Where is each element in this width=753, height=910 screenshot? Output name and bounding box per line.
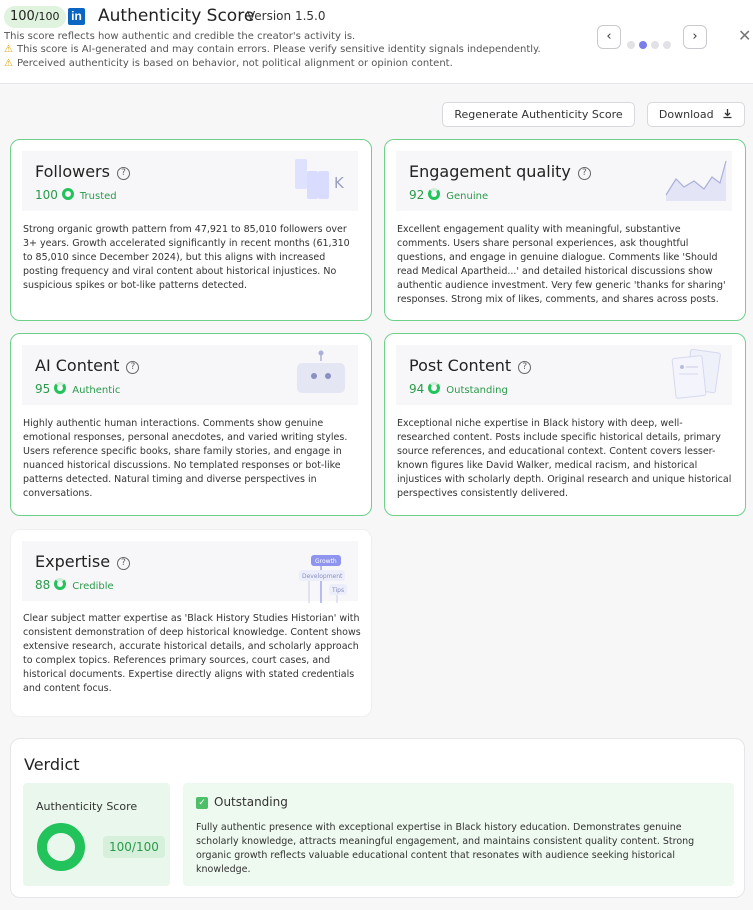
card-title-text: AI Content (35, 356, 120, 375)
score-label: Credible (72, 581, 114, 592)
score-label: Genuine (446, 191, 489, 202)
score-label: Authenticity Score (36, 800, 138, 813)
score-line (35, 382, 120, 396)
card-title (35, 162, 130, 181)
card-title-text: Expertise (35, 552, 111, 571)
linkedin-icon: in (68, 8, 85, 25)
ai-content-card (10, 333, 372, 516)
warning-message (4, 44, 541, 55)
warning-text: Perceived authenticity is based on behavior, not political alignment or opinion content. (16, 58, 453, 69)
authenticity-score-box (23, 783, 170, 886)
score-donut (37, 823, 85, 871)
followers-card (10, 139, 372, 321)
engagement-card (384, 139, 746, 321)
next-button[interactable] (683, 25, 707, 49)
warning-message (4, 58, 453, 69)
check-icon: ✓ (196, 797, 208, 809)
verdict-title: Verdict (24, 755, 80, 774)
growth-tags-icon (297, 553, 359, 603)
page-dot[interactable] (663, 41, 671, 49)
card-header (396, 345, 732, 405)
verdict-panel (10, 738, 745, 898)
card-title-text: Post Content (409, 356, 512, 375)
card-title (409, 356, 531, 375)
card-body: Exceptional niche expertise in Black history with deep, well-researched content. Posts include specific historical details, primary source references, and educational context. Content covers lesser-known figures like David Walker, medical racism, and historical injustices with scholarly depth. Original research and unique historical perspectives consistently delivered. (397, 418, 732, 499)
card-score: 94 (409, 382, 425, 396)
card-title (35, 356, 139, 375)
followers-k-letter: K (334, 174, 344, 192)
warning-icon: ⚠ (4, 58, 13, 69)
score-label: Outstanding (446, 385, 508, 396)
card-title-text: Followers (35, 162, 110, 181)
page-title: Authenticity Score (98, 6, 255, 26)
post-content-card (384, 333, 746, 516)
help-icon[interactable]: ? (117, 557, 130, 570)
score-ring-icon (428, 188, 440, 200)
prev-button[interactable] (597, 25, 621, 49)
score-line (409, 188, 488, 202)
regenerate-button[interactable]: Regenerate Authenticity Score (442, 102, 635, 127)
help-icon[interactable]: ? (578, 167, 591, 180)
version-label: Version 1.5.0 (247, 9, 326, 23)
card-title (409, 162, 591, 181)
card-body: Highly authentic human interactions. Comments show genuine emotional responses, personal anecdotes, and varied writing styles. Users reference specific books, share family stories, and engage in nuanced historical discussions. No templated responses or bot-like patterns detected. Natural timing and diverse perspectives in conversations. (23, 418, 348, 499)
verdict-summary (183, 783, 734, 886)
tag-tips: Tips (332, 587, 345, 594)
card-header (22, 541, 358, 601)
score-line (409, 382, 508, 396)
score-badge (4, 6, 66, 28)
verdict-body: Fully authentic presence with exceptional expertise in Black history education. Demonstrates genuine scholarly knowledge, attracts meaningful engagement, and maintains consistent quality content. Strong organic growth reflects valuable educational content that resonates with audience seeking historical knowledge. (196, 822, 695, 875)
download-label: Download (658, 108, 714, 121)
documents-icon (666, 349, 728, 403)
card-header (22, 151, 358, 211)
warning-icon: ⚠ (4, 44, 13, 55)
score-ring-icon (54, 382, 66, 394)
card-body: Excellent engagement quality with meaningful, substantive comments. Users share personal experiences, ask thoughtful questions, and engage in genuine dialogue. Comments like 'Should read Medical Apartheid...' and detailed historical discussions show authentic audience investment. Very few generic 'thanks for sharing' responses. Strong mix of likes, comments, and shares across posts. (397, 224, 726, 305)
card-header (22, 345, 358, 405)
subtitle: This score reflects how authentic and credible the creator's activity is. (4, 31, 356, 42)
chevron-right-icon: › (692, 29, 698, 44)
chevron-left-icon: ‹ (606, 29, 612, 44)
verdict-status: Outstanding (214, 795, 288, 809)
card-title (35, 552, 130, 571)
tag-growth: Growth (315, 558, 337, 565)
expertise-card (10, 529, 372, 717)
score-ring-icon (428, 382, 440, 394)
score-label: Trusted (79, 191, 117, 202)
page-dot[interactable] (627, 41, 635, 49)
close-icon[interactable]: ✕ (738, 26, 752, 45)
page-dot-active[interactable] (639, 41, 647, 49)
help-icon[interactable]: ? (518, 361, 531, 374)
header (0, 0, 753, 84)
help-icon[interactable]: ? (126, 361, 139, 374)
card-body: Clear subject matter expertise as 'Black History Studies Historian' with consistent demonstration of deep historical knowledge. Content shows extensive research, accurate historical details, and scholarly approach to complex topics. References primary sources, court cases, and historical documents. Expertise directly aligns with stated credentials and content focus. (23, 613, 361, 694)
help-icon[interactable]: ? (117, 167, 130, 180)
download-icon (722, 108, 733, 119)
card-score: 88 (35, 578, 51, 592)
download-button[interactable] (647, 102, 745, 127)
score-max: /100 (34, 10, 60, 23)
followers-chart-icon (292, 157, 358, 205)
card-title-text: Engagement quality (409, 162, 571, 181)
score-line (35, 188, 117, 202)
score-line (35, 578, 114, 592)
pagination-dots (627, 34, 675, 53)
tag-development: Development (302, 573, 343, 580)
card-score: 92 (409, 188, 425, 202)
verdict-score: 100/100 (103, 836, 165, 858)
score-value: 100 (10, 9, 35, 24)
page-dot[interactable] (651, 41, 659, 49)
score-ring-icon (62, 188, 74, 200)
card-header (396, 151, 732, 211)
card-score: 95 (35, 382, 51, 396)
card-body: Strong organic growth pattern from 47,921 to 85,010 followers over 3+ years. Growth accelerated significantly in recent months (61,310 to 85,010 since December 2024), but this aligns with increased posting frequency and viral content about historical injustices. No suspicious spikes or bot-like patterns detected. (23, 224, 350, 291)
score-ring-icon (54, 578, 66, 590)
score-label: Authentic (72, 385, 121, 396)
warning-text: This score is AI-generated and may contain errors. Please verify sensitive identity signals independently. (16, 44, 541, 55)
card-score: 100 (35, 188, 58, 202)
robot-icon (292, 349, 350, 399)
engagement-chart-icon (664, 155, 728, 203)
